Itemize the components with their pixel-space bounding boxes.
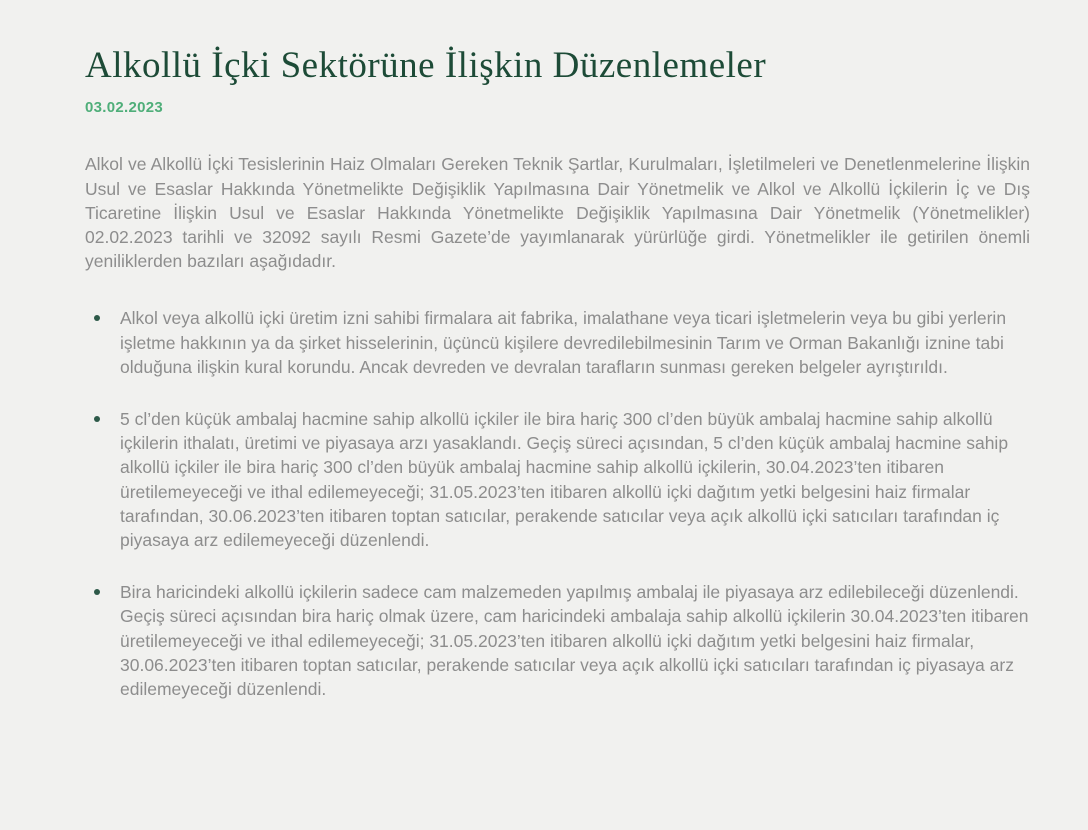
publish-date: 03.02.2023 bbox=[85, 99, 164, 117]
bullet-dot-icon bbox=[94, 589, 100, 595]
bullet-dot-icon bbox=[94, 416, 100, 422]
bullet-dot-icon bbox=[94, 315, 100, 321]
list-item bbox=[85, 407, 1030, 552]
list-item bbox=[85, 580, 1030, 701]
intro-paragraph: Alkol ve Alkollü İçki Tesislerinin Haiz Olmaları Gereken Teknik Şartlar, Kurulmaları, İşletilmeleri ve Denetlenmelerine İlişkin Usul ve Esaslar Hakkında Yönetmelikte Değişiklik Yapılmasına Dair Yönetmelik ve Alkol ve Alkollü İçkilerin İç ve Dış Ticaretine İlişkin Usul ve Esaslar Hakkında Yönetmelikte Değişiklik Yapılmasına Dair Yönetmelik (Yönetmelikler) 02.02.2023 tarihli ve 32092 sayılı Resmi Gazete’de yayımlanarak yürürlüğe girdi. Yönetmelikler ile getirilen önemli yeniliklerden bazıları aşağıdadır. bbox=[85, 154, 1030, 272]
page-title: Alkollü İçki Sektörüne İlişkin Düzenlemeler bbox=[85, 45, 767, 86]
bullet-text: Bira haricindeki alkollü içkilerin sadece cam malzemeden yapılmış ambalaj ile piyasaya arz edilebileceği düzenlendi. Geçiş süreci açısından bira hariç olmak üzere, cam haricindeki ambalaja sahip alkollü içkilerin 30.04.2023’ten itibaren üretilemeyeceği ve ithal edilemeyeceği; 31.05.2023’ten itibaren alkollü içki dağıtım yetki belgesini haiz firmalar, 30.06.2023’ten itibaren toptan satıcılar, perakende satıcılar veya açık alkollü içki satıcıları tarafından iç piyasaya arz edilemeyeceği düzenlendi. bbox=[120, 582, 1029, 700]
bullet-list bbox=[85, 306, 1030, 701]
list-item bbox=[85, 306, 1030, 379]
bullet-text: Alkol veya alkollü içki üretim izni sahibi firmalara ait fabrika, imalathane veya ticari işletmelerin veya bu gibi yerlerin işletme hakkının ya da şirket hisselerinin, üçüncü kişilere devredilebilmesinin Tarım ve Orman Bakanlığı iznine tabi olduğuna ilişkin kural korundu. Ancak devreden ve devralan tarafların sunması gereken belgeler ayrıştırıldı. bbox=[120, 308, 1007, 377]
bullet-text: 5 cl’den küçük ambalaj hacmine sahip alkollü içkiler ile bira hariç 300 cl’den büyük ambalaj hacmine sahip alkollü içkilerin ithalatı, üretimi ve piyasaya arzı yasaklandı. Geçiş süreci açısından, 5 cl’den küçük ambalaj hacmine sahip alkollü içkiler ile bira hariç 300 cl’den büyük ambalaj hacmine sahip alkollü içkilerin, 30.04.2023’ten itibaren üretilemeyeceği ve ithal edilemeyeceği; 31.05.2023’ten itibaren alkollü içki dağıtım yetki belgesini haiz firmalar tarafından, 30.06.2023’ten itibaren toptan satıcılar, perakende satıcılar veya açık alkollü içki satıcıları tarafından iç piyasaya arz edilemeyeceği düzenlendi. bbox=[120, 409, 1009, 551]
